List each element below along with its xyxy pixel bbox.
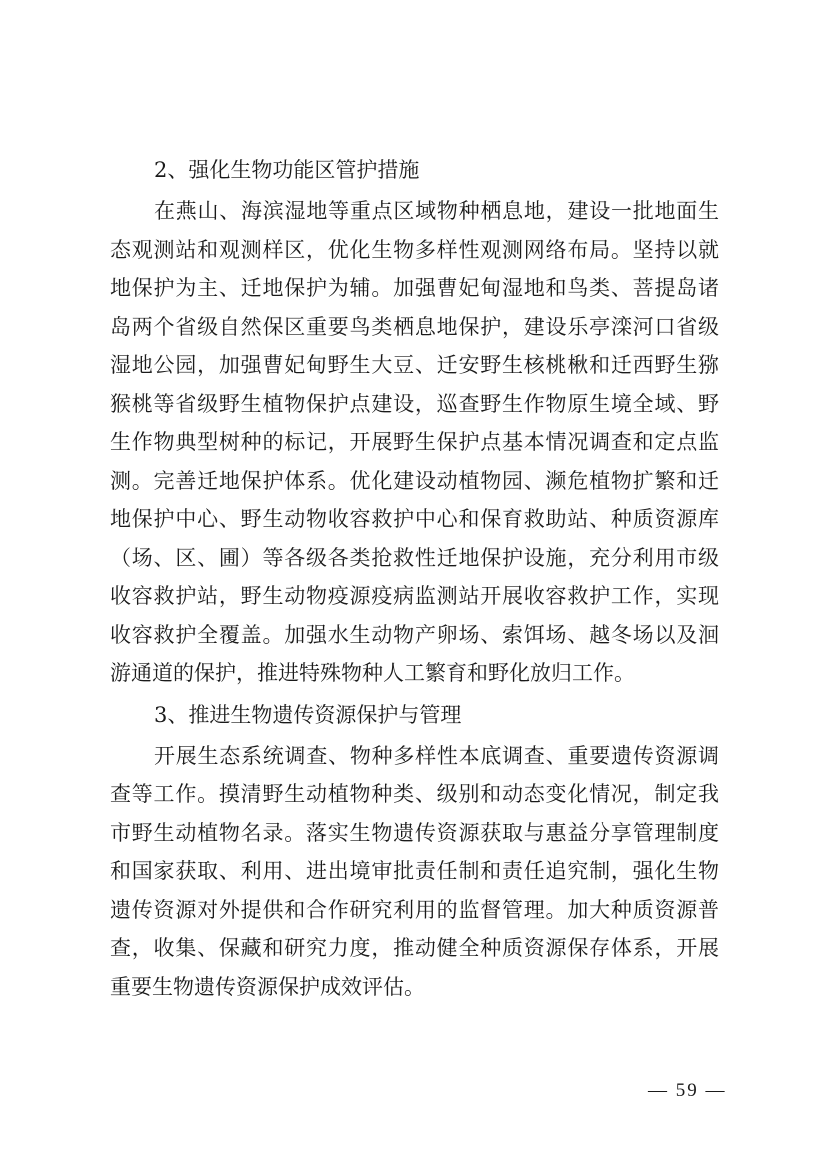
paragraph-line: 岛两个省级自然保区重要鸟类栖息地保护，建设乐亭滦河口省级 xyxy=(110,314,719,339)
document-body xyxy=(110,148,719,1006)
paragraph-line: 态观测站和观测样区，优化生物多样性观测网络布局。坚持以就 xyxy=(110,237,719,262)
paragraph-line: （场、区、圃）等各级各类抢救性迁地保护设施，充分利用市级 xyxy=(110,545,719,570)
section xyxy=(110,693,719,1007)
section-heading: 2、强化生物功能区管护措施 xyxy=(154,158,420,182)
paragraph-line: 游通道的保护，推进特殊物种人工繁育和野化放归工作。 xyxy=(110,661,635,685)
paragraph-line: 猴桃等省级野生植物保护点建设，巡查野生作物原生境全域、野 xyxy=(110,391,719,416)
section-heading: 3、推进生物遗传资源保护与管理 xyxy=(154,702,462,727)
paragraph-line: 在燕山、海滨湿地等重点区域物种栖息地，建设一批地面生 xyxy=(154,199,719,223)
paragraph-line: 重要生物遗传资源保护成效评估。 xyxy=(110,974,425,999)
paragraph-line: 收容救护全覆盖。加强水生动物产卵场、索饵场、越冬场以及洄 xyxy=(110,622,719,647)
page-number: — 59 — xyxy=(648,1080,727,1101)
paragraph-line: 生作物典型树种的标记，开展野生保护点基本情况调查和定点监 xyxy=(110,430,719,454)
paragraph-line: 湿地公园，加强曹妃甸野生大豆、迁安野生核桃楸和迁西野生猕 xyxy=(110,353,719,377)
paragraph-line: 测。完善迁地保护体系。优化建设动植物园、濒危植物扩繁和迁 xyxy=(110,468,719,493)
paragraph-line: 市野生动植物名录。落实生物遗传资源获取与惠益分享管理制度 xyxy=(110,820,719,845)
section xyxy=(110,148,719,693)
paragraph-line: 查等工作。摸清野生动植物种类、级别和动态变化情况，制定我 xyxy=(110,782,719,806)
paragraph-line: 遗传资源对外提供和合作研究利用的监督管理。加大种质资源普 xyxy=(110,897,719,922)
paragraph-line: 和国家获取、利用、进出境审批责任制和责任追究制，强化生物 xyxy=(110,859,719,883)
paragraph-line: 地保护为主、迁地保护为辅。加强曹妃甸湿地和鸟类、菩提岛诸 xyxy=(110,276,719,300)
paragraph-line: 查，收集、保藏和研究力度，推动健全种质资源保存体系，开展 xyxy=(110,936,719,960)
paragraph-line: 地保护中心、野生动物收容救护中心和保育救助站、种质资源库 xyxy=(110,507,719,531)
paragraph-line: 收容救护站，野生动物疫源疫病监测站开展收容救护工作，实现 xyxy=(110,584,719,608)
paragraph-line: 开展生态系统调查、物种多样性本底调查、重要遗传资源调 xyxy=(154,743,719,768)
